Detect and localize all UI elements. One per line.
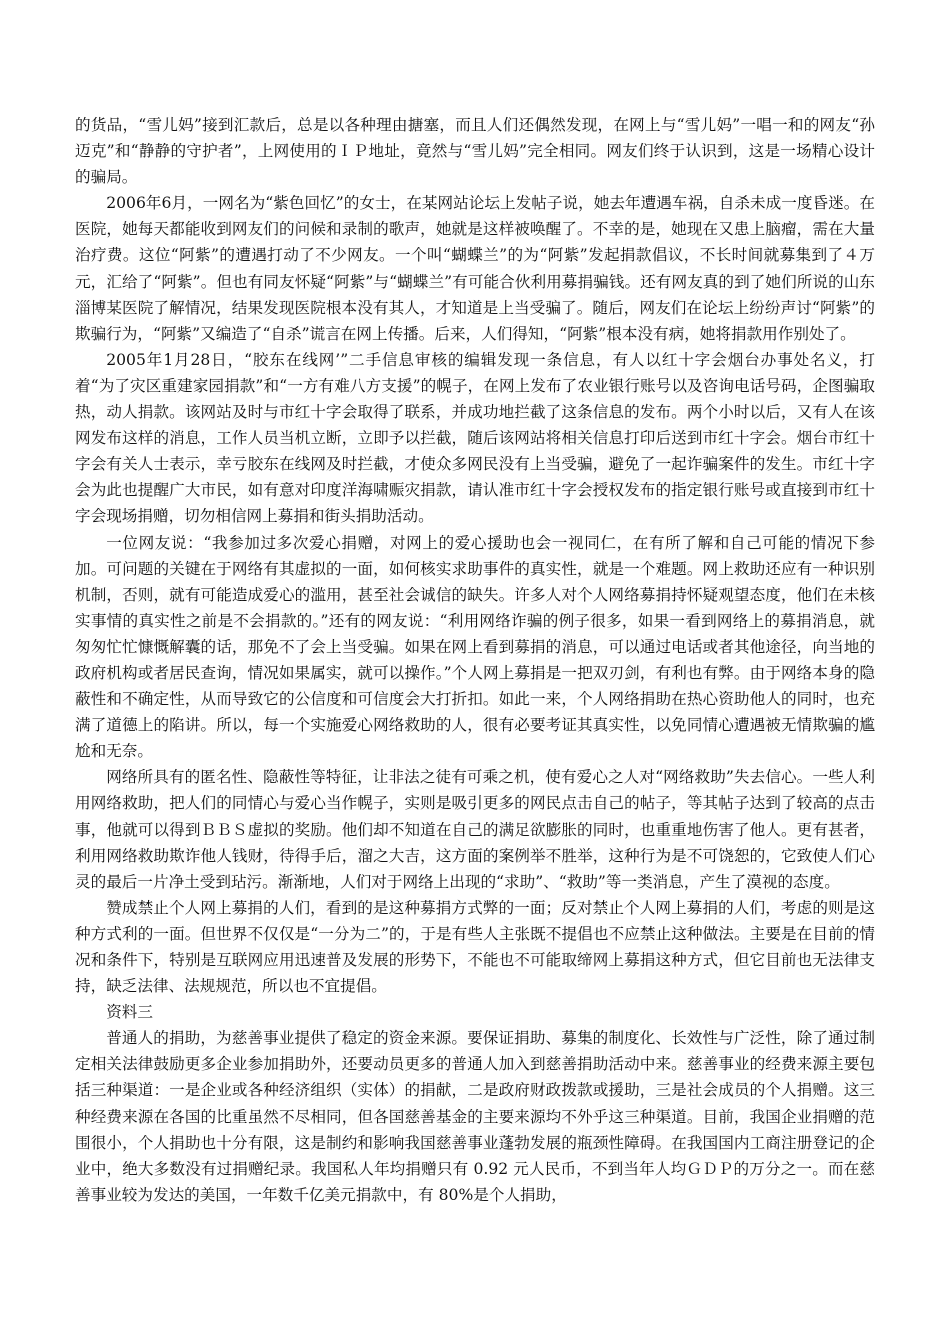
document-page xyxy=(75,112,875,1208)
section-heading: 资料三 xyxy=(106,1003,153,1022)
paragraph-7: 普通人的捐助，为慈善事业提供了稳定的资金来源。要保证捐助、募集的制度化、长效性与广泛性，除了通过制定相关法律鼓励更多企业参加捐助外，还要动员更多的普通人加入到慈善捐助活动中来。慈善事业的经费来源主要包括三种渠道：一是企业或各种经济组织（实体）的捐献，二是政府财政拨款或援助，三是社会成员的个人捐赠。这三种经费来源在各国的比重虽然不尽相同，但各国慈善基金的主要来源均不外乎这三种渠道。目前，我国企业捐赠的范围很小，个人捐助也十分有限，这是制约和影响我国慈善事业蓬勃发展的瓶颈性障碍。在我国国内工商注册登记的企业中，绝大多数没有过捐赠纪录。我国私人年均捐赠只有 0.92 元人民币，不到当年人均ＧＤＰ的万分之一。而在慈善事业较为发达的美国，一年数千亿美元捐款中，有 80%是个人捐助， xyxy=(75,1029,875,1204)
paragraph-4: 一位网友说：“我参加过多次爱心捐赠，对网上的爱心援助也会一视同仁，在有所了解和自己可能的情况下参加。可问题的关键在于网络有其虚拟的一面，如何核实求助事件的真实性，就是一个难题。网上救助还应有一种识别机制，否则，就有可能造成爱心的滥用，甚至社会诚信的缺失。许多人对个人网络募捐持怀疑观望态度，他们在未核实事情的真实性之前是不会捐款的。”还有的网友说：“利用网络诈骗的例子很多，如果一看到网络上的募捐消息，就匆匆忙忙慷慨解囊的话，那免不了会上当受骗。如果在网上看到募捐的消息，可以通过电话或者其他途径，向当地的政府机构或者居民查询，情况如果属实，就可以操作。”个人网上募捐是一把双刃剑，有利也有弊。由于网络本身的隐蔽性和不确定性，从而导致它的公信度和可信度会大打折扣。如此一来，个人网络捐助在热心资助他人的同时，也充满了道德上的陷讲。所以，每一个实施爱心网络救助的人，很有必要考证其真实性，以免同情心遭遇被无情欺骗的尴尬和无奈。 xyxy=(75,533,875,761)
paragraph-5: 网络所具有的匿名性、隐蔽性等特征，让非法之徒有可乘之机，使有爱心之人对“网络救助”失去信心。一些人利用网络救助，把人们的同情心与爱心当作幌子，实则是吸引更多的网民点击自己的帖子，等其帖子达到了较高的点击事，他就可以得到ＢＢＳ虚拟的奖励。他们却不知道在自己的满足欲膨胀的同时，也重重地伤害了他人。更有甚者，利用网络救助欺诈他人钱财，待得手后，溜之大吉，这方面的案例举不胜举，这种行为是不可饶恕的，它致使人们心灵的最后一片净土受到玷污。渐渐地，人们对于网络上出现的“求助”、“救助”等一类消息，产生了漠视的态度。 xyxy=(75,768,875,891)
paragraph-3: 2005年1月28日，“胶东在线网’”二手信息审核的编辑发现一条信息，有人以红十字会烟台办事处名义，打着“为了灾区重建家园捐款”和“一方有难八方支援”的幌子，在网上发布了农业银行账号以及咨询电话号码，企图骗取热，动人捐款。该网站及时与市红十字会取得了联系，并成功地拦截了这条信息的发布。两个小时以后，又有人在该网发布这样的消息，工作人员当机立断，立即予以拦截，随后该网站将相关信息打印后送到市红十字会。烟台市红十字会有关人士表示，幸亏胶东在线网及时拦截，才使众多网民没有上当受骗，避免了一起诈骗案件的发生。市红十字会为此也提醒广大市民，如有意对印度洋海啸赈灾捐款，请认准市红十字会授权发布的指定银行账号或直接到市红十字会现场捐赠，切勿相信网上募捐和街头捐助活动。 xyxy=(75,350,875,526)
paragraph-6: 赞成禁止个人网上募捐的人们，看到的是这种募捐方式弊的一面；反对禁止个人网上募捐的人们，考虑的则是这种方式利的一面。但世界不仅仅是“一分为二”的，于是有些人主张既不提倡也不应禁止这种做法。主要是在目前的情况和条件下，特别是互联网应用迅速普及发展的形势下，不能也不可能取缔网上募捐这种方式，但它目前也无法律支持，缺乏法律、法规规范，所以也不宜提倡。 xyxy=(75,898,875,996)
paragraph-1: 的货品，“雪儿妈”接到汇款后，总是以各种理由搪塞，而且人们还偶然发现，在网上与“雪儿妈”一唱一和的网友“孙迈克”和“静静的守护者”，上网使用的ＩＰ地址，竟然与“雪儿妈”完全相同。网友们终于认识到，这是一场精心设计的骗局。 xyxy=(75,116,875,187)
paragraph-2: 2006年6月，一网名为“紫色回忆”的女士，在某网站论坛上发帖子说，她去年遭遇车祸，自杀未成一度昏迷。在医院，她每天都能收到网友们的问候和录制的歌声，她就是这样被唤醒了。不幸的是，她现在又患上脑瘤，需在大量治疗费。这位“阿紫”的遭遇打动了不少网友。一个叫“蝴蝶兰”的为“阿紫”发起捐款倡议，不长时间就募集到了４万元，汇给了“阿紫”。但也有同友怀疑“阿紫”与“蝴蝶兰”有可能合伙利用募捐骗钱。还有网友真的到了她们所说的山东淄博某医院了解情况，结果发现医院根本没有其人，才知道是上当受骗了。随后，网友们在论坛上纷纷声讨“阿紫”的欺骗行为，“阿紫”又编造了“自杀”谎言在网上传播。后来，人们得知，“阿紫”根本没有病，她将捐款用作别处了。 xyxy=(75,194,875,343)
